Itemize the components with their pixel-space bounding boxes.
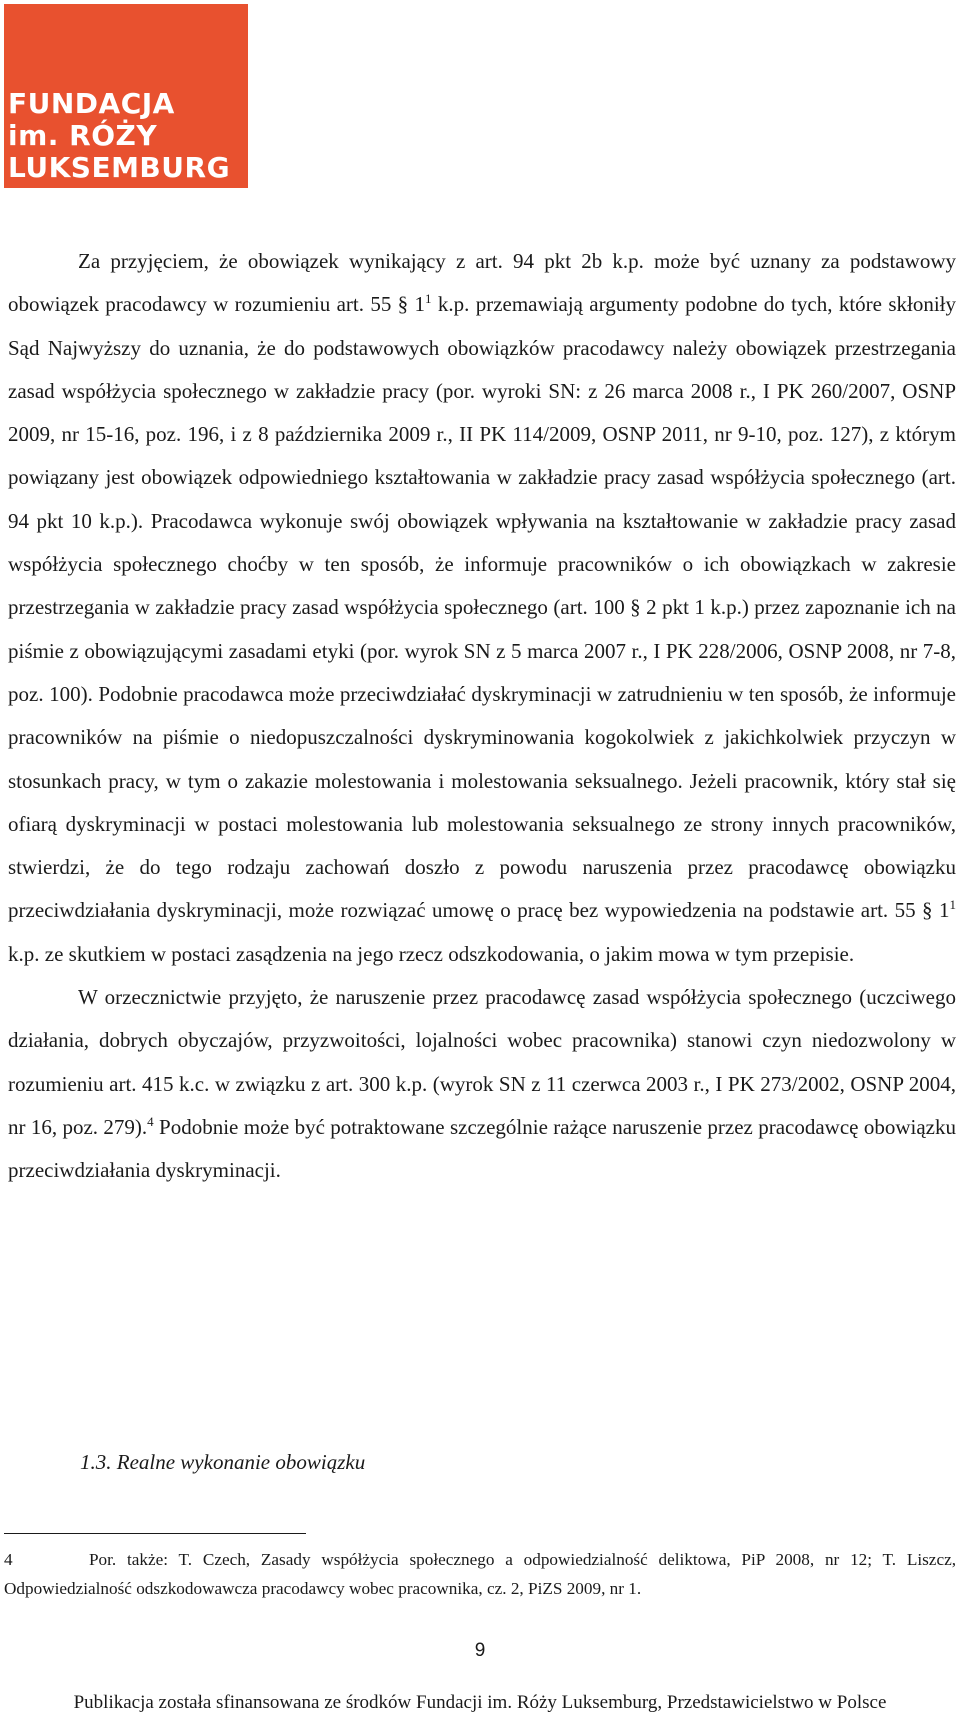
paragraph-2-part-a: W orzecznictwie przyjęto, że naruszenie przez pracodawcę zasad współżycia społecznego (uczciwego działania, dobrych obyczajów, przyzwoitości, lojalności wobec pracownika) stanowi czyn niedozwolony w rozumieniu art. 415 k.c. w związku z art. 300 k.p. (wyrok SN z 11 czerwca 2003 r., I PK 273/2002, OSNP 2004, nr 16, poz. 279). bbox=[8, 985, 956, 1139]
footnote-reference[interactable]: 4 bbox=[147, 1113, 154, 1129]
paragraph-1 bbox=[8, 240, 956, 976]
footnote-number: 4 bbox=[4, 1550, 13, 1569]
paragraph-2-part-b: Podobnie może być potraktowane szczególnie rażące naruszenie przez pracodawcę obowiązku przeciwdziałania dyskryminacji. bbox=[8, 1114, 956, 1183]
footnote-text: Por. także: T. Czech, Zasady współżycia społecznego a odpowiedzialność deliktowa, PiP 2008, nr 12; T. Liszcz, Odpowiedzialność odszkodowawcza pracodawcy wobec pracownika, cz. 2, PiZS 2009, nr 1. bbox=[4, 1550, 956, 1598]
page-number: 9 bbox=[474, 1640, 486, 1661]
superscript: 1 bbox=[425, 291, 432, 307]
logo-line-1: FUNDACJA bbox=[8, 87, 175, 120]
paragraph-2 bbox=[8, 976, 956, 1192]
foundation-logo bbox=[4, 4, 248, 188]
footnote bbox=[4, 1545, 956, 1603]
paragraph-1-part-b: k.p. przemawiają argumenty podobne do tych, które skłoniły Sąd Najwyższy do uznania, że do podstawowych obowiązków pracodawcy należy obowiązek przestrzegania zasad współżycia społecznego w zakładzie pracy (por. wyroki SN: z 26 marca 2008 r., I PK 260/2007, OSNP 2009, nr 15-16, poz. 196, i z 8 października 2009 r., II PK 114/2009, OSNP 2011, nr 9-10, poz. 127), z którym powiązany jest obowiązek odpowiedniego kształtowania w zakładzie pracy zasad współżycia społecznego (art. 94 pkt 10 k.p.). Pracodawca wykonuje swój obowiązek wpływania na kształtowanie w zakładzie pracy zasad współżycia społecznego choćby w ten sposób, że informuje pracowników o ich obowiązkach w zakresie przestrzegania w zakładzie pracy zasad współżycia społecznego (art. 100 § 2 pkt 1 k.p.) przez zapoznanie ich na piśmie z obowiązującymi zasadami etyki (por. wyrok SN z 5 marca 2007 r., I PK 228/2006, OSNP 2008, nr 7-8, poz. 100). Podobnie pracodawca może przeciwdziałać dyskryminacji w zatrudnieniu w ten sposób, że informuje pracowników na piśmie o niedopuszczalności dyskryminowania kogokolwiek z jakichkolwiek przyczyn w stosunkach pracy, w tym o zakazie molestowania i molestowania seksualnego. Jeżeli pracownik, który stał się ofiarą dyskryminacji w postaci molestowania lub molestowania seksualnego ze strony innych pracowników, stwierdzi, że do tego rodzaju zachowań doszło z powodu naruszenia przez pracodawcę obowiązku przeciwdziałania dyskryminacji, może rozwiązać umowę o pracę bez wypowiedzenia na podstawie art. 55 § 1 bbox=[8, 292, 956, 923]
logo-line-2: im. RÓŻY bbox=[8, 119, 158, 152]
paragraph-1-part-c: k.p. ze skutkiem w postaci zasądzenia na jego rzecz odszkodowania, o jakim mowa w tym przepisie. bbox=[8, 941, 855, 966]
paragraph-1-part-a: Za przyjęciem, że obowiązek wynikający z art. 94 pkt 2b k.p. może być uznany za podstawowy obowiązek pracodawcy w rozumieniu art. 55 § 1 bbox=[8, 249, 956, 317]
section-heading: 1.3. Realne wykonanie obowiązku bbox=[80, 1450, 366, 1474]
document-body bbox=[8, 240, 956, 1193]
logo-line-3: LUKSEMBURG bbox=[8, 151, 231, 184]
logo-wordmark bbox=[4, 88, 248, 184]
superscript: 1 bbox=[949, 897, 956, 913]
footnote-separator bbox=[4, 1533, 306, 1534]
page-footer: Publikacja została sfinansowana ze środków Fundacji im. Róży Luksemburg, Przedstawicielstwo w Polsce bbox=[73, 1692, 887, 1713]
